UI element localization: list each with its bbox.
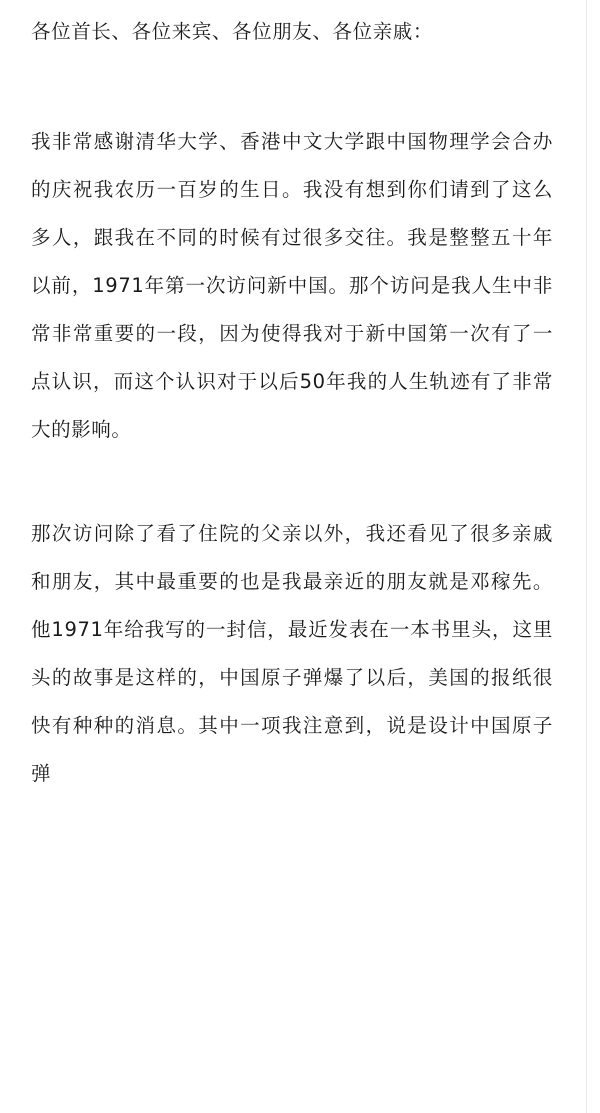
paragraph-1: 我非常感谢清华大学、香港中文大学跟中国物理学会合办的庆祝我农历一百岁的生日。我没有想到你们请到了这么多人，跟我在不同的时候有过很多交往。我是整整五十年以前，1971年第一次访问新中国。那个访问是我人生中非常非常重要的一段，因为使得我对于新中国第一次有了一点认识，而这个认识对于以后50年我的人生轨迹有了非常大的影响。 — [31, 130, 553, 441]
paragraph-2: 那次访问除了看了住院的父亲以外，我还看见了很多亲戚和朋友，其中最重要的也是我最亲近的朋友就是邓稼先。他1971年给我写的一封信，最近发表在一本书里头，这里头的故事是这样的，中国原子弹爆了以后，美国的报纸很快有种种的消息。其中一项我注意到，说是设计中国原子弹 — [31, 522, 553, 785]
page-right-margin — [586, 0, 600, 1113]
paragraph-salutation: 各位首长、各位来宾、各位朋友、各位亲戚： — [31, 20, 434, 43]
